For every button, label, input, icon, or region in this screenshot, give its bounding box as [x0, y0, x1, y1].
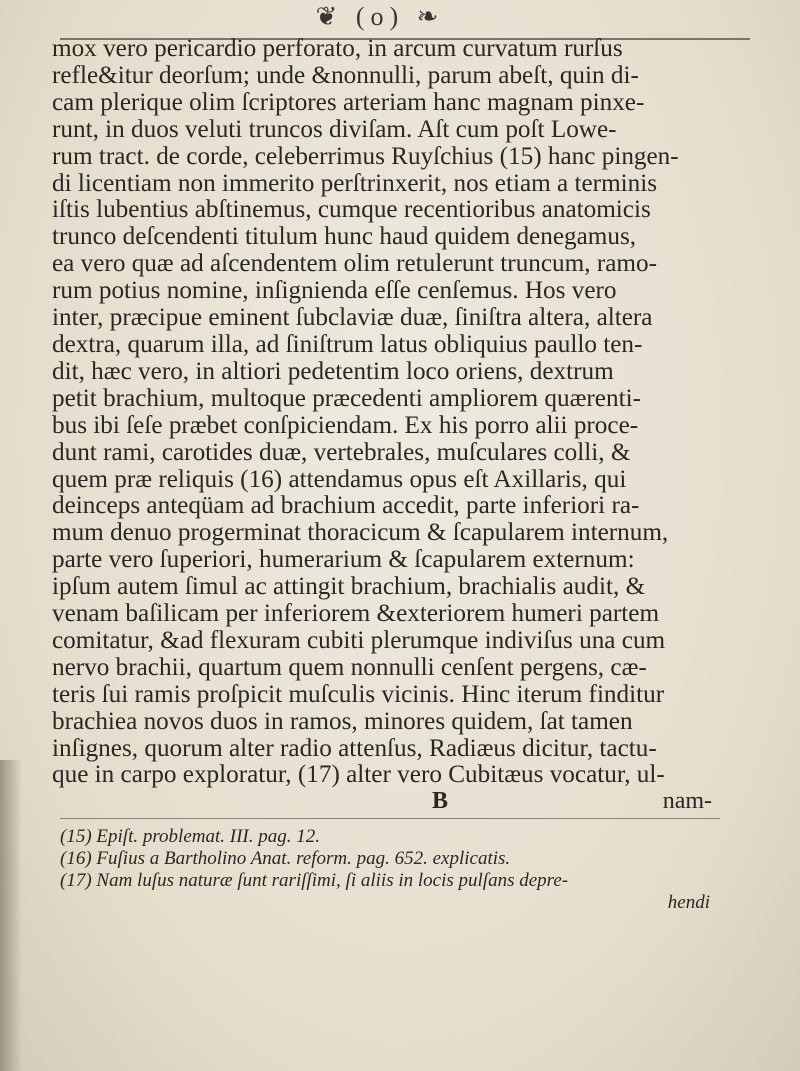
text-line: dextra, quarum illa, ad ſiniſtrum latus obliquius paullo ten-: [52, 330, 643, 358]
text-line: iſtis lubentius abſtinemus, cumque recentioribus anatomicis: [52, 196, 651, 224]
text-line: ipſum autem ſimul ac attingit brachium, brachialis audit, &: [52, 573, 646, 601]
header-ornament: ❦ (o) ❧: [315, 2, 445, 31]
footnote-rule: [60, 818, 720, 819]
binding-shadow: [0, 760, 22, 1071]
footnote: (15) Epiſt. problemat. III. pag. 12.: [60, 826, 320, 847]
text-line: teris ſui ramis proſpicit muſculis vicinis. Hinc iterum finditur: [52, 680, 665, 708]
text-line: ea vero quæ ad aſcendentem olim retulerunt truncum, ramo-: [52, 250, 657, 278]
text-line: di licentiam non immerito perſtrinxerit, nos etiam a terminis: [52, 169, 658, 197]
text-line: trunco deſcendenti titulum hunc haud quidem denegamus,: [52, 223, 637, 251]
body-text: [52, 36, 772, 789]
text-line: bus ibi ſeſe præbet conſpiciendam. Ex his porro alii proce-: [52, 411, 639, 439]
text-line: runt, in duos veluti truncos diviſam. Aſt cum poſt Lowe-: [52, 115, 617, 143]
text-line: deinceps anteqüam ad brachium accedit, parte inferiori ra-: [52, 492, 640, 520]
text-line: nervo brachii, quartum quem nonnulli cenſent pergens, cæ-: [52, 653, 647, 681]
signature-row: [52, 788, 712, 818]
text-line: brachiea novos duos in ramos, minores quidem, ſat tamen: [52, 707, 633, 735]
text-line: quem præ reliquis (16) attendamus opus eſt Axillaris, qui: [52, 465, 627, 493]
text-line: rum potius nomine, inſignienda eſſe cenſemus. Hos vero: [52, 277, 617, 305]
text-line: inter, præcipue eminent ſubclaviæ duæ, ſiniſtra altera, altera: [52, 304, 653, 332]
text-line: que in carpo exploratur, (17) alter vero Cubitæus vocatur, ul-: [52, 761, 665, 789]
text-line: refle&itur deorſum; unde &nonnulli, parum abeſt, quin di-: [52, 61, 639, 89]
catchword: nam-: [662, 788, 712, 814]
text-line: petit brachium, multoque præcedenti ampliorem quærenti-: [52, 384, 641, 412]
text-line: venam baſilicam per inferiorem &exteriorem humeri partem: [52, 600, 660, 628]
text-line: mox vero pericardio perforato, in arcum curvatum rurſus: [52, 35, 623, 62]
text-line: parte vero ſuperiori, humerarium & ſcapularem externum:: [52, 546, 635, 574]
signature-mark: B: [432, 788, 449, 814]
footnote: (17) Nam luſus naturæ ſunt rariſſimi, ſi aliis in locis pulſans depre-: [60, 870, 569, 891]
text-line: comitatur, &ad flexuram cubiti plerumque indiviſus una cum: [52, 626, 666, 654]
text-line: cam plerique olim ſcriptores arteriam hanc magnam pinxe-: [52, 88, 645, 116]
text-line: dit, hæc vero, in altiori pedetentim loco oriens, dextrum: [52, 357, 614, 385]
text-line: inſignes, quorum alter radio attenſus, Radiæus dicitur, tactu-: [52, 734, 657, 762]
text-line: rum tract. de corde, celeberrimus Ruyſchius (15) hanc pingen-: [52, 142, 679, 170]
text-line: dunt rami, carotides duæ, vertebrales, muſculares colli, &: [52, 438, 631, 466]
text-line: mum denuo progerminat thoracicum & ſcapularem internum,: [52, 519, 669, 547]
footnote-continuation: hendi: [667, 892, 710, 913]
footnotes: [60, 826, 740, 914]
footnote: (16) Fuſius a Bartholino Anat. reform. pag. 652. explicatis.: [60, 848, 511, 869]
